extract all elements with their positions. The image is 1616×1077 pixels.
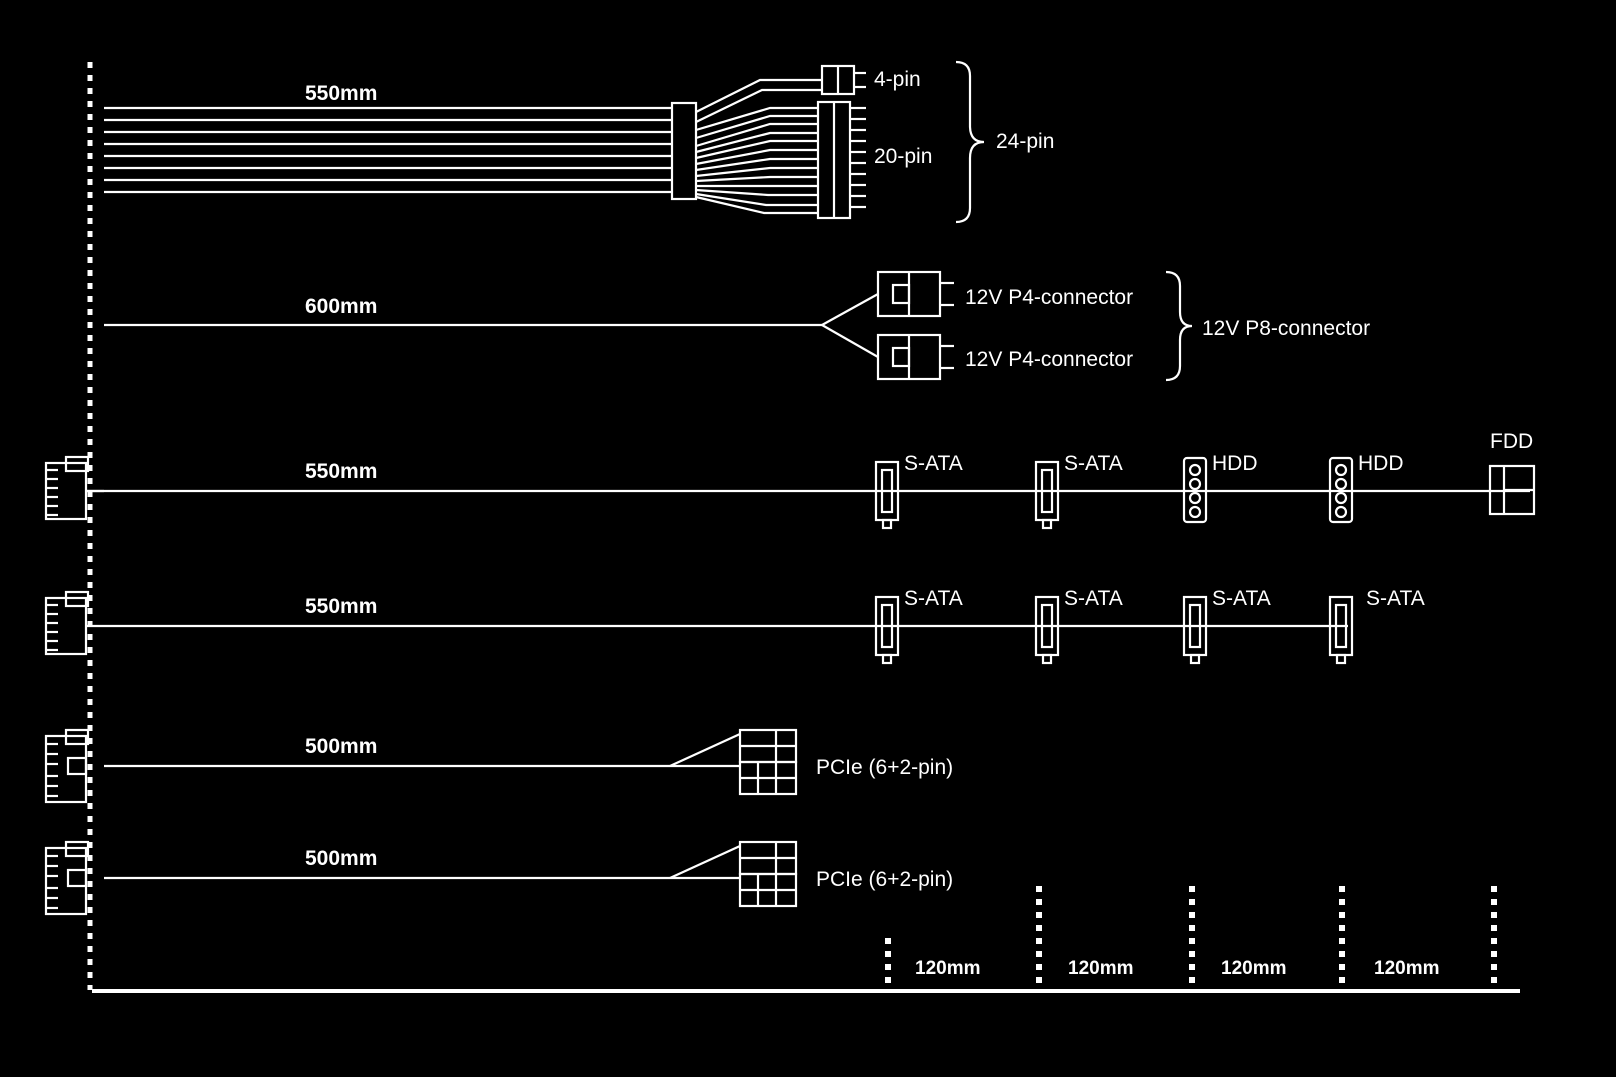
connector-label-sata-2: S-ATA <box>1064 452 1123 475</box>
connector-label-p4-lower: 12V P4-connector <box>965 348 1134 371</box>
cable-length-eps-12v: 600mm <box>305 295 378 318</box>
cable-length-atx-24pin: 550mm <box>305 82 378 105</box>
connector-label-hdd-2: HDD <box>1358 452 1404 475</box>
cable-length-peripheral: 550mm <box>305 460 378 483</box>
connector-label-fdd: FDD <box>1490 430 1534 453</box>
connector-label-hdd-1: HDD <box>1212 452 1258 475</box>
connector-label-4-pin: 4-pin <box>874 68 921 91</box>
connector-label-pcie-1: PCIe (6+2-pin) <box>816 756 954 779</box>
connector-label-sata-1: S-ATA <box>904 452 963 475</box>
connector-label-sata-3: S-ATA <box>904 587 963 610</box>
connector-label-sata-5: S-ATA <box>1212 587 1271 610</box>
connector-label-20-pin: 20-pin <box>874 145 933 168</box>
segment-length-2: 120mm <box>1068 958 1134 979</box>
segment-length-3: 120mm <box>1221 958 1287 979</box>
cable-length-pcie-1: 500mm <box>305 735 378 758</box>
connector-label-sata-4: S-ATA <box>1064 587 1123 610</box>
segment-length-1: 120mm <box>915 958 981 979</box>
connector-label-p4-upper: 12V P4-connector <box>965 286 1134 309</box>
connector-label-pcie-2: PCIe (6+2-pin) <box>816 868 954 891</box>
group-label-p8: 12V P8-connector <box>1202 317 1371 340</box>
segment-length-4: 120mm <box>1374 958 1440 979</box>
connector-label-sata-6: S-ATA <box>1366 587 1425 610</box>
cable-length-sata-x4: 550mm <box>305 595 378 618</box>
cable-length-pcie-2: 500mm <box>305 847 378 870</box>
group-label-24-pin: 24-pin <box>996 130 1055 153</box>
